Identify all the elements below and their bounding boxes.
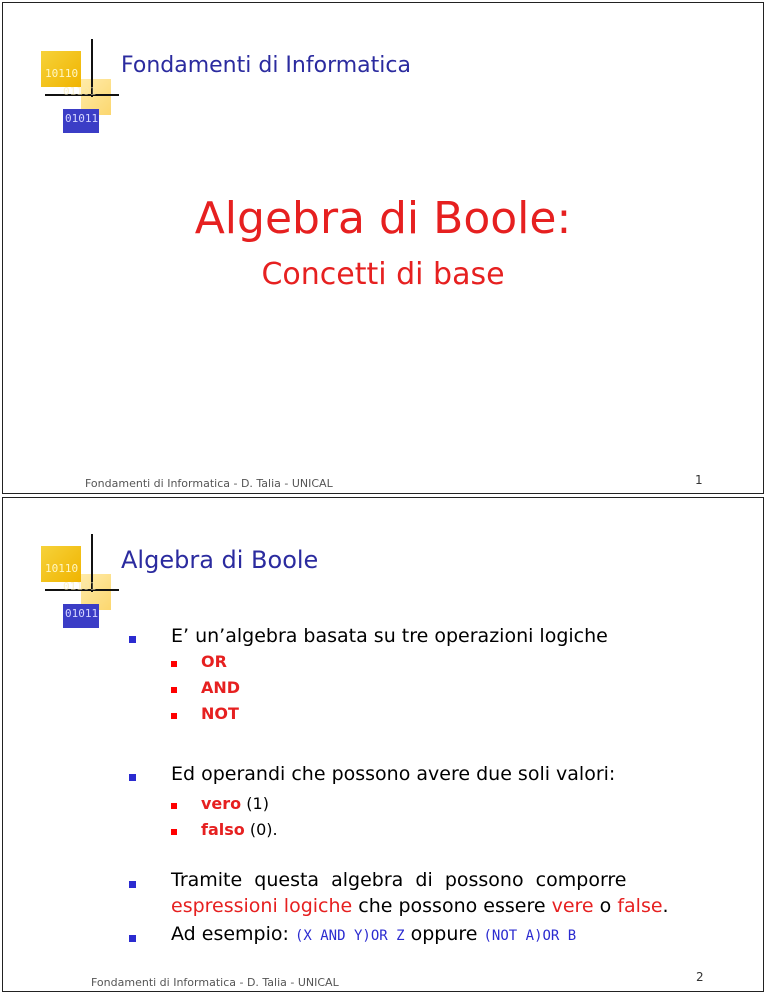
- slide-title: Algebra di Boole: [121, 546, 319, 574]
- page-number: 2: [696, 970, 704, 984]
- slide-header: Fondamenti di Informatica: [121, 53, 411, 78]
- expr-term-or: o: [593, 895, 618, 917]
- expr-term-mid: che possono essere: [352, 895, 552, 917]
- binary-logo: [41, 39, 121, 139]
- logo-bits-top: 10110: [45, 67, 79, 80]
- example-mid: oppure: [404, 923, 484, 945]
- expr-term-true: vere: [551, 895, 594, 917]
- bullet-text-example: [171, 923, 576, 945]
- slide-footer: Fondamenti di Informatica - D. Talia - UNICAL: [91, 976, 339, 989]
- bullet-square-icon: [129, 774, 136, 781]
- bullet-text-expressions-line1: Tramite questa algebra di possono comporre: [171, 869, 627, 891]
- value-true: [201, 794, 269, 813]
- slide-footer: Fondamenti di Informatica - D. Talia - UNICAL: [85, 477, 333, 490]
- bullet-text-operands: Ed operandi che possono avere due soli valori:: [171, 763, 616, 785]
- bullet-square-icon: [129, 636, 136, 643]
- sub-bullet-icon: [171, 803, 177, 809]
- value-false: [201, 820, 278, 839]
- slide-subtitle: Concetti di base: [261, 257, 505, 292]
- logo-bits-bottom: 01011: [65, 607, 99, 620]
- bullet-text-expressions-line2: [171, 895, 669, 917]
- example-expression-2: (NOT A)OR B: [483, 928, 577, 944]
- logo-bits-mid: 01101: [63, 85, 97, 98]
- operation-or: OR: [201, 652, 227, 671]
- bullet-square-icon: [129, 881, 136, 888]
- value-false-name: falso: [201, 820, 245, 839]
- value-true-name: vero: [201, 794, 242, 813]
- slide-1: [2, 2, 764, 494]
- sub-bullet-icon: [171, 687, 177, 693]
- operation-not: NOT: [201, 704, 239, 723]
- slide-2: [2, 497, 764, 992]
- sub-bullet-icon: [171, 829, 177, 835]
- slide-title: Algebra di Boole:: [194, 193, 572, 244]
- bullet-text-operations: E’ un’algebra basata su tre operazioni logiche: [171, 625, 608, 647]
- logo-bits-top: 10110: [45, 562, 79, 575]
- sub-bullet-icon: [171, 661, 177, 667]
- page-number: 1: [695, 473, 703, 487]
- operation-and: AND: [201, 678, 241, 697]
- binary-logo: [41, 534, 121, 634]
- example-expression-1: (X AND Y)OR Z: [294, 928, 405, 944]
- bullet-square-icon: [129, 935, 136, 942]
- sub-bullet-icon: [171, 713, 177, 719]
- example-lead: Ad esempio:: [171, 923, 295, 945]
- expr-term-end: .: [662, 895, 669, 917]
- value-false-code: (0).: [249, 820, 278, 839]
- logo-bits-bottom: 01011: [65, 112, 99, 125]
- value-true-code: (1): [246, 794, 269, 813]
- logo-bits-mid: 01101: [63, 580, 97, 593]
- expr-term-logical: espressioni logiche: [171, 895, 353, 917]
- expr-term-false: false: [617, 895, 663, 917]
